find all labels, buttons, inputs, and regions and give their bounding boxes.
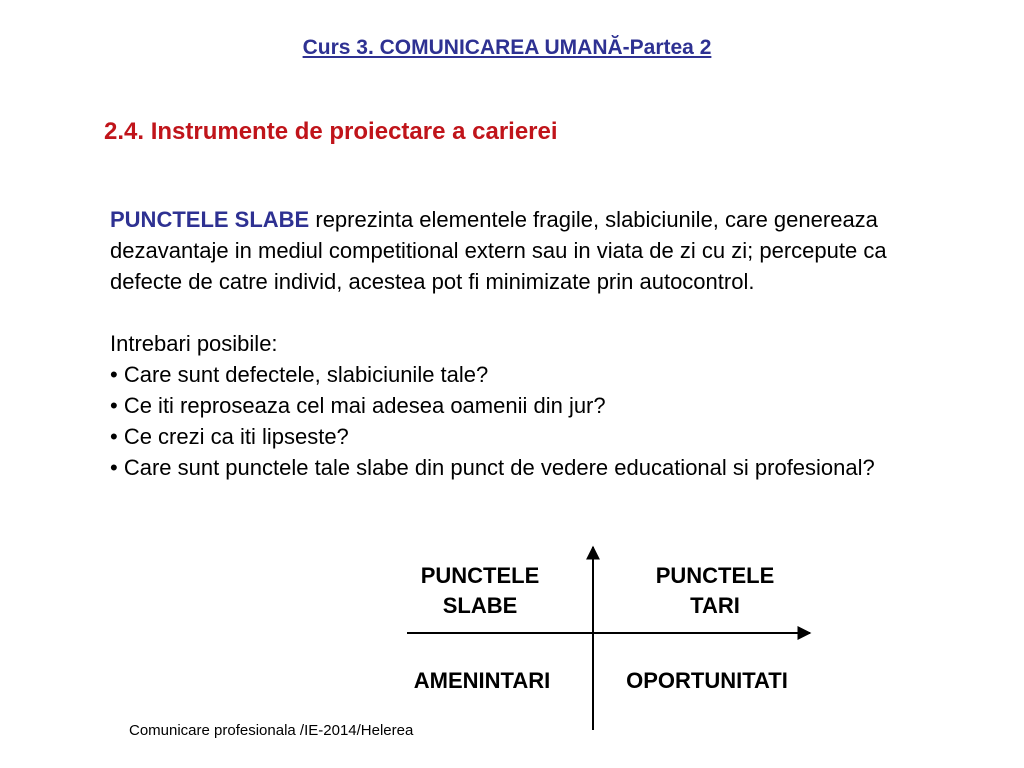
quadrant-strengths-line1: PUNCTELE xyxy=(655,563,775,588)
quadrant-opportunities: OPORTUNITATI xyxy=(626,668,788,693)
quadrant-weaknesses-line2: SLABE xyxy=(442,593,518,618)
footer: Comunicare profesionala /IE-2014/Helerea xyxy=(129,722,414,739)
quadrant-strengths-line2: TARI xyxy=(690,593,740,618)
questions-heading: Intrebari posibile: xyxy=(110,331,278,356)
section-title: 2.4. Instrumente de proiectare a carierei xyxy=(104,118,558,145)
quadrant-weaknesses xyxy=(400,561,560,621)
quadrant-threats: AMENINTARI xyxy=(413,668,551,693)
definition-text: reprezinta elementele fragile, slabiciunile, care genereaza dezavantaje in mediul competitional extern sau in viata de zi cu zi; percepute ca defecte de catre individ, acestea pot fi minimizate prin autocontrol. xyxy=(110,207,887,294)
question-item-4: • Care sunt punctele tale slabe din punct de vedere educational si profesional? xyxy=(110,455,875,480)
quadrant-weaknesses-line1: PUNCTELE xyxy=(420,563,540,588)
question-item-1: • Care sunt defectele, slabiciunile tale? xyxy=(110,362,489,387)
course-title: Curs 3. COMUNICAREA UMANĂ-Partea 2 xyxy=(302,36,712,59)
definition-term: PUNCTELE SLABE xyxy=(110,207,310,232)
quadrant-strengths xyxy=(635,561,795,621)
question-item-3: • Ce crezi ca iti lipseste? xyxy=(110,424,349,449)
question-item-2: • Ce iti reproseaza cel mai adesea oamenii din jur? xyxy=(110,393,606,418)
